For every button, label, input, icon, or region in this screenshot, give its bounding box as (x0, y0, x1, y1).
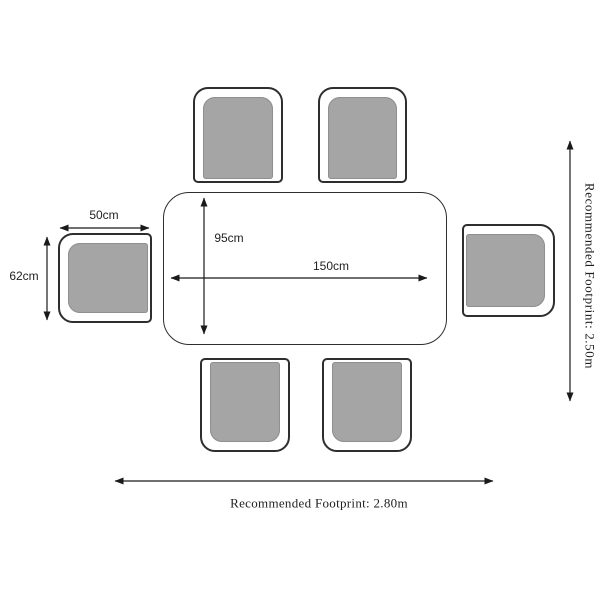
chair-top-right (318, 87, 407, 183)
table-length-label: 150cm (312, 259, 350, 273)
chair-depth-label: 62cm (9, 269, 39, 283)
chair-seat (466, 234, 545, 307)
chair-seat (332, 362, 402, 442)
chair-seat (203, 97, 273, 179)
chair-seat (68, 243, 148, 313)
chair-right (462, 224, 555, 317)
chair-top-left (193, 87, 283, 183)
footprint-width-label: Recommended Footprint: 2.80m (230, 495, 408, 511)
chair-bottom-left (200, 358, 290, 452)
chair-left (58, 233, 152, 323)
chair-seat (328, 97, 397, 179)
chair-bottom-right (322, 358, 412, 452)
chair-seat (210, 362, 280, 442)
chair-width-label: 50cm (89, 208, 119, 222)
footprint-height-label: Recommended Footprint: 2.50m (582, 182, 598, 370)
dining-table-top (163, 192, 447, 345)
table-depth-label: 95cm (214, 231, 244, 245)
